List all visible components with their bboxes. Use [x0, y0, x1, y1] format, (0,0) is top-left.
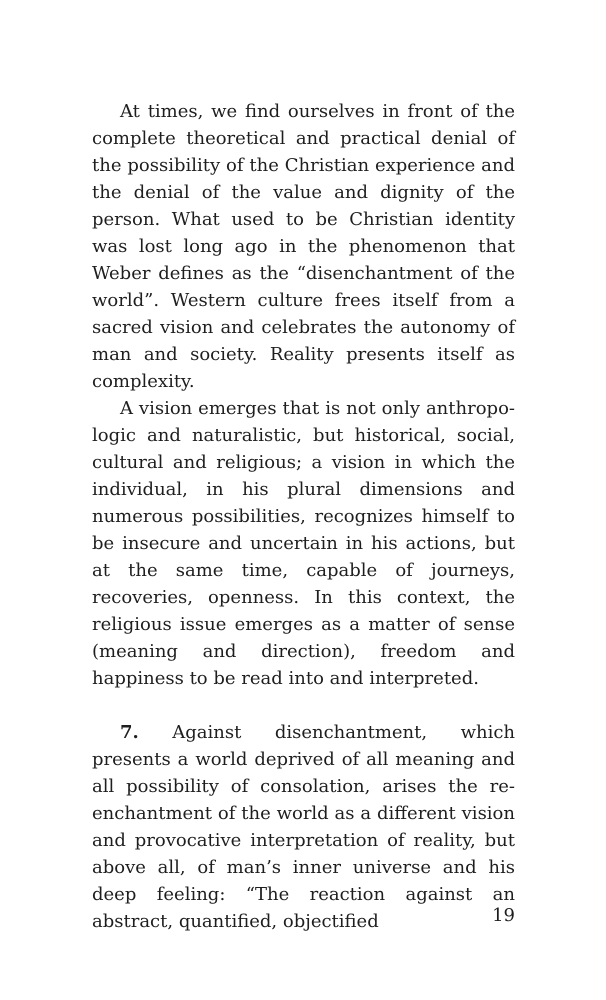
- paragraph-disenchantment: At times, we find ourselves in front of the complete theoretical and practical denial of the possibility of the Christian experience and the denial of the value and dignity of the person. What used to be Christian identity was lost long ago in the phenomenon that Weber defines as the “disenchantment of the world”. Western culture frees itself from a sacred vision and celebrates the autonomy of man and society. Reality presents itself as complexity.: [92, 101, 515, 392]
- page-number: 19: [492, 905, 515, 926]
- body-text: [92, 98, 515, 935]
- paragraph-vision: A vision emerges that is not only anthropologic and naturalistic, but historical, social, cultural and religious; a vision in which the individual, in his plural dimensions and numerous possibilities, recognizes himself to be insecure and uncertain in his actions, but at the same time, capable of journeys, recoveries, openness. In this context, the religious issue emerges as a matter of sense (meaning and direction), freedom and happiness to be read into and interpreted.: [92, 398, 515, 689]
- section-number: 7.: [120, 722, 139, 743]
- section-7-text: Against disenchantment, which presents a world deprived of all meaning and all possibility of consolation, arises the re-enchantment of the world as a different vision and provocative interpretation of reality, but above all, of man’s inner universe and his deep feeling: “The reaction against an abstract, quantified, objectified: [92, 722, 515, 932]
